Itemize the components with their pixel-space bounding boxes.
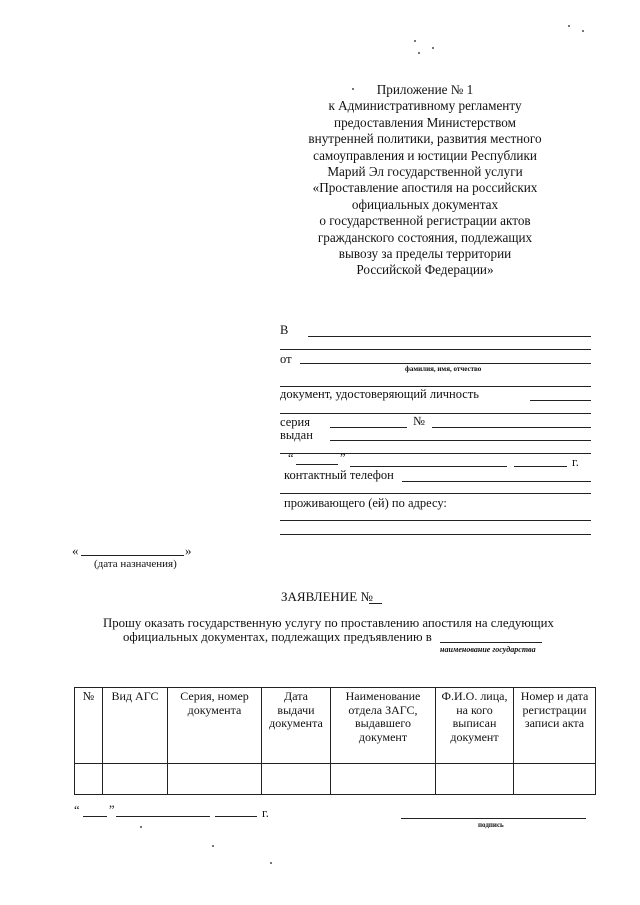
fio-caption: фамилия, имя, отчество bbox=[405, 365, 482, 373]
scan-speck bbox=[140, 826, 142, 828]
annex-line: к Административному регламенту bbox=[328, 98, 522, 114]
table-cell[interactable] bbox=[262, 764, 331, 795]
scan-speck bbox=[432, 47, 434, 49]
footer-year-suffix: г. bbox=[262, 806, 269, 820]
header-person-name: Ф.И.О. лица, на кого выписан документ bbox=[436, 688, 514, 764]
address-field-line[interactable] bbox=[280, 520, 591, 521]
documents-table bbox=[74, 687, 596, 795]
year-suffix: г. bbox=[572, 455, 579, 469]
table-cell[interactable] bbox=[168, 764, 262, 795]
footer-close-quote: ” bbox=[109, 803, 115, 817]
table-cell[interactable] bbox=[436, 764, 514, 795]
to-field-line-2[interactable] bbox=[280, 349, 591, 350]
annex-line: вывозу за пределы территории bbox=[338, 246, 512, 262]
scan-speck bbox=[270, 862, 272, 864]
header-number: № bbox=[75, 688, 103, 764]
footer-year-field-line[interactable] bbox=[215, 816, 257, 817]
footer-day-field-line[interactable] bbox=[83, 816, 107, 817]
scan-speck bbox=[352, 88, 354, 90]
state-field-line[interactable] bbox=[440, 642, 542, 643]
table-cell[interactable] bbox=[103, 764, 168, 795]
date-close-quote: » bbox=[185, 543, 192, 558]
statement-title: ЗАЯВЛЕНИЕ № bbox=[281, 589, 373, 604]
year-field-line[interactable] bbox=[514, 466, 567, 467]
scan-speck bbox=[414, 40, 416, 42]
annex-line: самоуправления и юстиции Республики bbox=[313, 147, 537, 163]
scan-speck bbox=[582, 30, 584, 32]
phone-field-line[interactable] bbox=[402, 481, 591, 482]
annex-line: Российской Федерации» bbox=[356, 262, 494, 278]
series-field-line[interactable] bbox=[330, 427, 407, 428]
close-quote: ” bbox=[340, 451, 346, 465]
state-caption: наименование государства bbox=[440, 645, 536, 654]
table-cell[interactable] bbox=[331, 764, 436, 795]
signature-field-line[interactable] bbox=[401, 818, 586, 819]
header-ags-type: Вид АГС bbox=[103, 688, 168, 764]
header-zags-office: Наименование отдела ЗАГС, выдавшего документ bbox=[331, 688, 436, 764]
date-open-quote: « bbox=[72, 543, 79, 558]
footer-open-quote: “ bbox=[74, 803, 80, 817]
annex-line: Приложение № 1 bbox=[376, 82, 474, 97]
annex-line: Марий Эл государственной услуги bbox=[327, 164, 523, 180]
annex-line: внутренней политики, развития местного bbox=[308, 131, 542, 147]
annex-line: предоставления Министерством bbox=[334, 114, 516, 130]
annex-line: «Проставление апостиля на российских bbox=[312, 180, 538, 196]
annex-line: официальных документах bbox=[351, 196, 499, 212]
month-field-line[interactable] bbox=[350, 466, 507, 467]
appointment-date-field-line[interactable] bbox=[81, 555, 184, 556]
id-document-field-line[interactable] bbox=[530, 400, 591, 401]
footer-month-field-line[interactable] bbox=[116, 816, 210, 817]
annex-line: гражданского состояния, подлежащих bbox=[317, 229, 533, 245]
scan-speck bbox=[568, 25, 570, 27]
header-series-number: Серия, номер документа bbox=[168, 688, 262, 764]
open-quote: “ bbox=[288, 451, 294, 465]
issued-label: выдан bbox=[280, 428, 313, 442]
issued-field-line-2[interactable] bbox=[280, 453, 591, 454]
annex-header bbox=[290, 82, 560, 279]
appointment-date-caption: (дата назначения) bbox=[94, 558, 177, 570]
table-header-row bbox=[75, 688, 596, 764]
from-field-line[interactable] bbox=[300, 363, 591, 364]
table-row bbox=[75, 764, 596, 795]
statement-number-field-line[interactable] bbox=[369, 603, 382, 604]
table-cell[interactable] bbox=[514, 764, 596, 795]
signature-caption: подпись bbox=[478, 821, 504, 829]
address-field-line-2[interactable] bbox=[280, 534, 591, 535]
address-label: проживающего (ей) по адресу: bbox=[284, 496, 447, 510]
statement-text-line-1: Прошу оказать государственную услугу по проставлению апостиля на следующих bbox=[103, 616, 554, 630]
from-label: от bbox=[280, 352, 292, 366]
id-document-label: документ, удостоверяющий личность bbox=[280, 387, 480, 401]
number-field-line[interactable] bbox=[432, 427, 591, 428]
scan-speck bbox=[212, 845, 214, 847]
phone-label: контактный телефон bbox=[284, 468, 394, 482]
scan-speck bbox=[418, 52, 420, 54]
annex-line: о государственной регистрации актов bbox=[319, 213, 531, 229]
id-document-field-line-2[interactable] bbox=[280, 413, 591, 414]
statement-text-line-2: официальных документах, подлежащих предъявлению в bbox=[123, 630, 432, 644]
series-label: серия bbox=[280, 415, 310, 429]
table-cell[interactable] bbox=[75, 764, 103, 795]
header-issue-date: Дата выдачи документа bbox=[262, 688, 331, 764]
issued-field-line[interactable] bbox=[330, 440, 591, 441]
to-field-line[interactable] bbox=[308, 336, 591, 337]
number-label: № bbox=[413, 414, 425, 428]
header-registration: Номер и дата регистрации записи акта bbox=[514, 688, 596, 764]
day-field-line[interactable] bbox=[296, 464, 338, 465]
phone-field-line-2[interactable] bbox=[280, 493, 591, 494]
to-label: В bbox=[280, 323, 289, 337]
